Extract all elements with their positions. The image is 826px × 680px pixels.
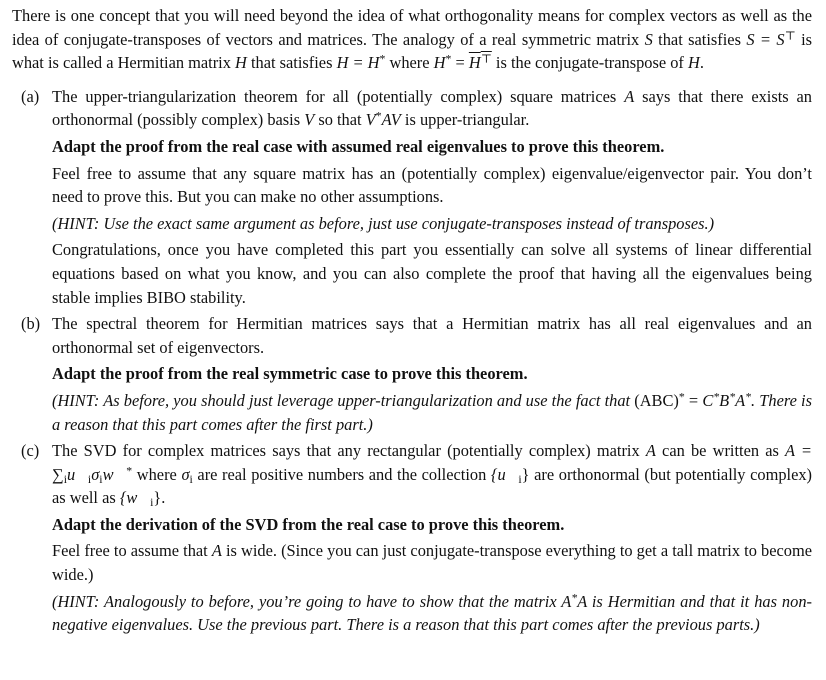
math-AV: AV: [381, 110, 401, 130]
part-a-hint: (HINT: Use the exact same argument as before, just use conjugate-transposes instead of transposes.): [52, 213, 715, 233]
part-a-congrats: Congratulations, once you have completed this part you essentially can solve all systems of linear differential equations based on what you know, and you can also complete the proof that having all the eigenvalues being stable implies BIBO stability.: [52, 240, 812, 307]
math-star: *: [729, 389, 736, 404]
math-H: H: [235, 53, 247, 73]
math-star: *: [571, 590, 578, 605]
part-a-task: Adapt the proof from the real case with assumed real eigenvalues to prove this theorem.: [52, 136, 665, 156]
part-b-hint-1: (HINT: As before, you should just leverage upper-triangularization and use the fact that: [52, 390, 635, 410]
part-b-hint-2: . There is a reason that this part comes after the first part.): [52, 390, 812, 434]
math-V: V: [304, 110, 315, 130]
math-sub-i: i: [87, 471, 92, 486]
part-c-assumption: [52, 539, 812, 586]
intro-text-6: is the conjugate-transpose of: [491, 53, 688, 73]
math-eq-S: S = S: [746, 29, 785, 49]
part-b-label: (b): [21, 314, 41, 334]
math-equals: =: [684, 390, 703, 410]
part-c-task: Adapt the derivation of the SVD from the real case to prove this theorem.: [52, 514, 565, 534]
math-sigma: σ: [91, 464, 100, 484]
math-B: B: [719, 390, 730, 410]
math-w-set: {w⃗: [119, 488, 151, 508]
part-a: [12, 85, 812, 309]
math-sub-i: i: [150, 495, 154, 510]
math-H: H: [688, 53, 700, 73]
part-c-hint-1: (HINT: Analogously to before, you’re going to have to show that the matrix: [52, 591, 562, 611]
math-star: *: [379, 51, 386, 66]
math-transpose: ⊤: [480, 51, 492, 66]
math-star: *: [745, 389, 752, 404]
math-transpose: ⊤: [784, 28, 796, 43]
math-sub-i: i: [99, 471, 103, 486]
math-Hbar-letter: H: [468, 53, 481, 73]
part-c-assume-1: Feel free to assume that: [52, 541, 212, 561]
math-A: A: [624, 86, 635, 106]
intro-paragraph: [12, 4, 812, 75]
part-c-text-1: The SVD for complex matrices says that any rectangular (potentially complex) matrix: [52, 441, 646, 461]
math-equals: =: [451, 53, 469, 73]
intro-text-2: that satisfies: [652, 29, 747, 49]
part-a-text-3: so that: [314, 110, 366, 130]
math-A: A: [577, 591, 587, 611]
intro-text-3: is what is called a Hermitian matrix: [12, 29, 813, 73]
part-c-text-2: can be written as: [655, 441, 786, 461]
part-a-assumption: Feel free to assume that any square matrix has an (potentially complex) eigenvalue/eigenvector pair. You don’t need to prove this. But you can make no other assumptions.: [52, 163, 812, 207]
math-star: *: [375, 109, 382, 124]
math-star: *: [126, 463, 133, 478]
math-Vstar: V: [365, 110, 376, 130]
part-c-hint-2: is Hermitian and that it has non-negative eigenvalues. Use the previous part. There is a reason that this part comes after the previous parts.): [52, 591, 812, 635]
math-Hbar: [469, 53, 492, 72]
math-A: A: [211, 541, 222, 561]
math-sub-i: i: [518, 471, 522, 486]
math-Astar: A: [561, 591, 572, 611]
part-a-text-1: The upper-triangularization theorem for all (potentially complex) square matrices: [52, 86, 625, 106]
part-c-hint: [52, 590, 812, 637]
part-b-hint: [52, 389, 812, 436]
intro-text-1: There is one concept that you will need beyond the idea of what orthogonality means for complex vectors as well as the idea of conjugate-transposes of vectors and matrices. The analogy of a real symmetric matrix: [12, 6, 812, 49]
intro-text-5: where: [385, 53, 434, 73]
math-sub-i: i: [189, 471, 193, 486]
math-star: *: [713, 389, 720, 404]
math-sigma-i: σ: [181, 464, 190, 484]
math-u-vec: u⃗: [66, 464, 88, 484]
part-c-text-3: where: [132, 464, 182, 484]
math-eq-H: H = H: [336, 53, 380, 73]
part-b-task: Adapt the proof from the real symmetric case to prove this theorem.: [52, 364, 528, 384]
part-c-text-4: are real positive numbers and the collection: [192, 464, 491, 484]
math-star: *: [445, 51, 452, 66]
part-c: [12, 439, 812, 637]
part-a-text-2: says that there exists an orthonormal (possibly complex) basis: [52, 86, 813, 130]
part-c-text-5: are orthonormal (but potentially complex) as well as: [52, 464, 813, 508]
math-ABC: [634, 391, 702, 410]
part-b-statement: The spectral theorem for Hermitian matrices says that a Hermitian matrix has all real eigenvalues and an orthonormal set of eigenvectors.: [52, 314, 812, 357]
math-C: C: [702, 390, 714, 410]
part-c-statement: [52, 439, 812, 510]
part-c-assume-2: is wide. (Since you can just conjugate-transpose everything to get a tall matrix to become wide.): [52, 541, 812, 585]
part-a-statement: [52, 85, 812, 132]
intro-text-4: that satisfies: [246, 53, 337, 73]
math-A: A: [645, 441, 656, 461]
math-A: A: [735, 390, 746, 410]
part-b: [12, 312, 812, 436]
math-sub-i: i: [63, 471, 67, 486]
math-close-brace: }: [153, 488, 162, 508]
math-Hstar: H: [433, 53, 446, 73]
part-c-label: (c): [21, 441, 40, 461]
math-w-vec: w⃗: [102, 464, 127, 484]
part-a-text-4: is upper-triangular.: [400, 110, 530, 130]
math-close-brace: }: [521, 464, 530, 484]
math-ABC-lhs: (ABC): [634, 390, 679, 410]
math-S: S: [644, 29, 653, 49]
part-a-label: (a): [21, 86, 40, 106]
math-svd-lhs: A = ∑: [52, 441, 812, 484]
intro-text-7: .: [699, 53, 704, 73]
part-c-text-6: .: [161, 488, 166, 508]
math-u-set: {u⃗: [490, 464, 519, 484]
math-star: *: [678, 389, 685, 404]
